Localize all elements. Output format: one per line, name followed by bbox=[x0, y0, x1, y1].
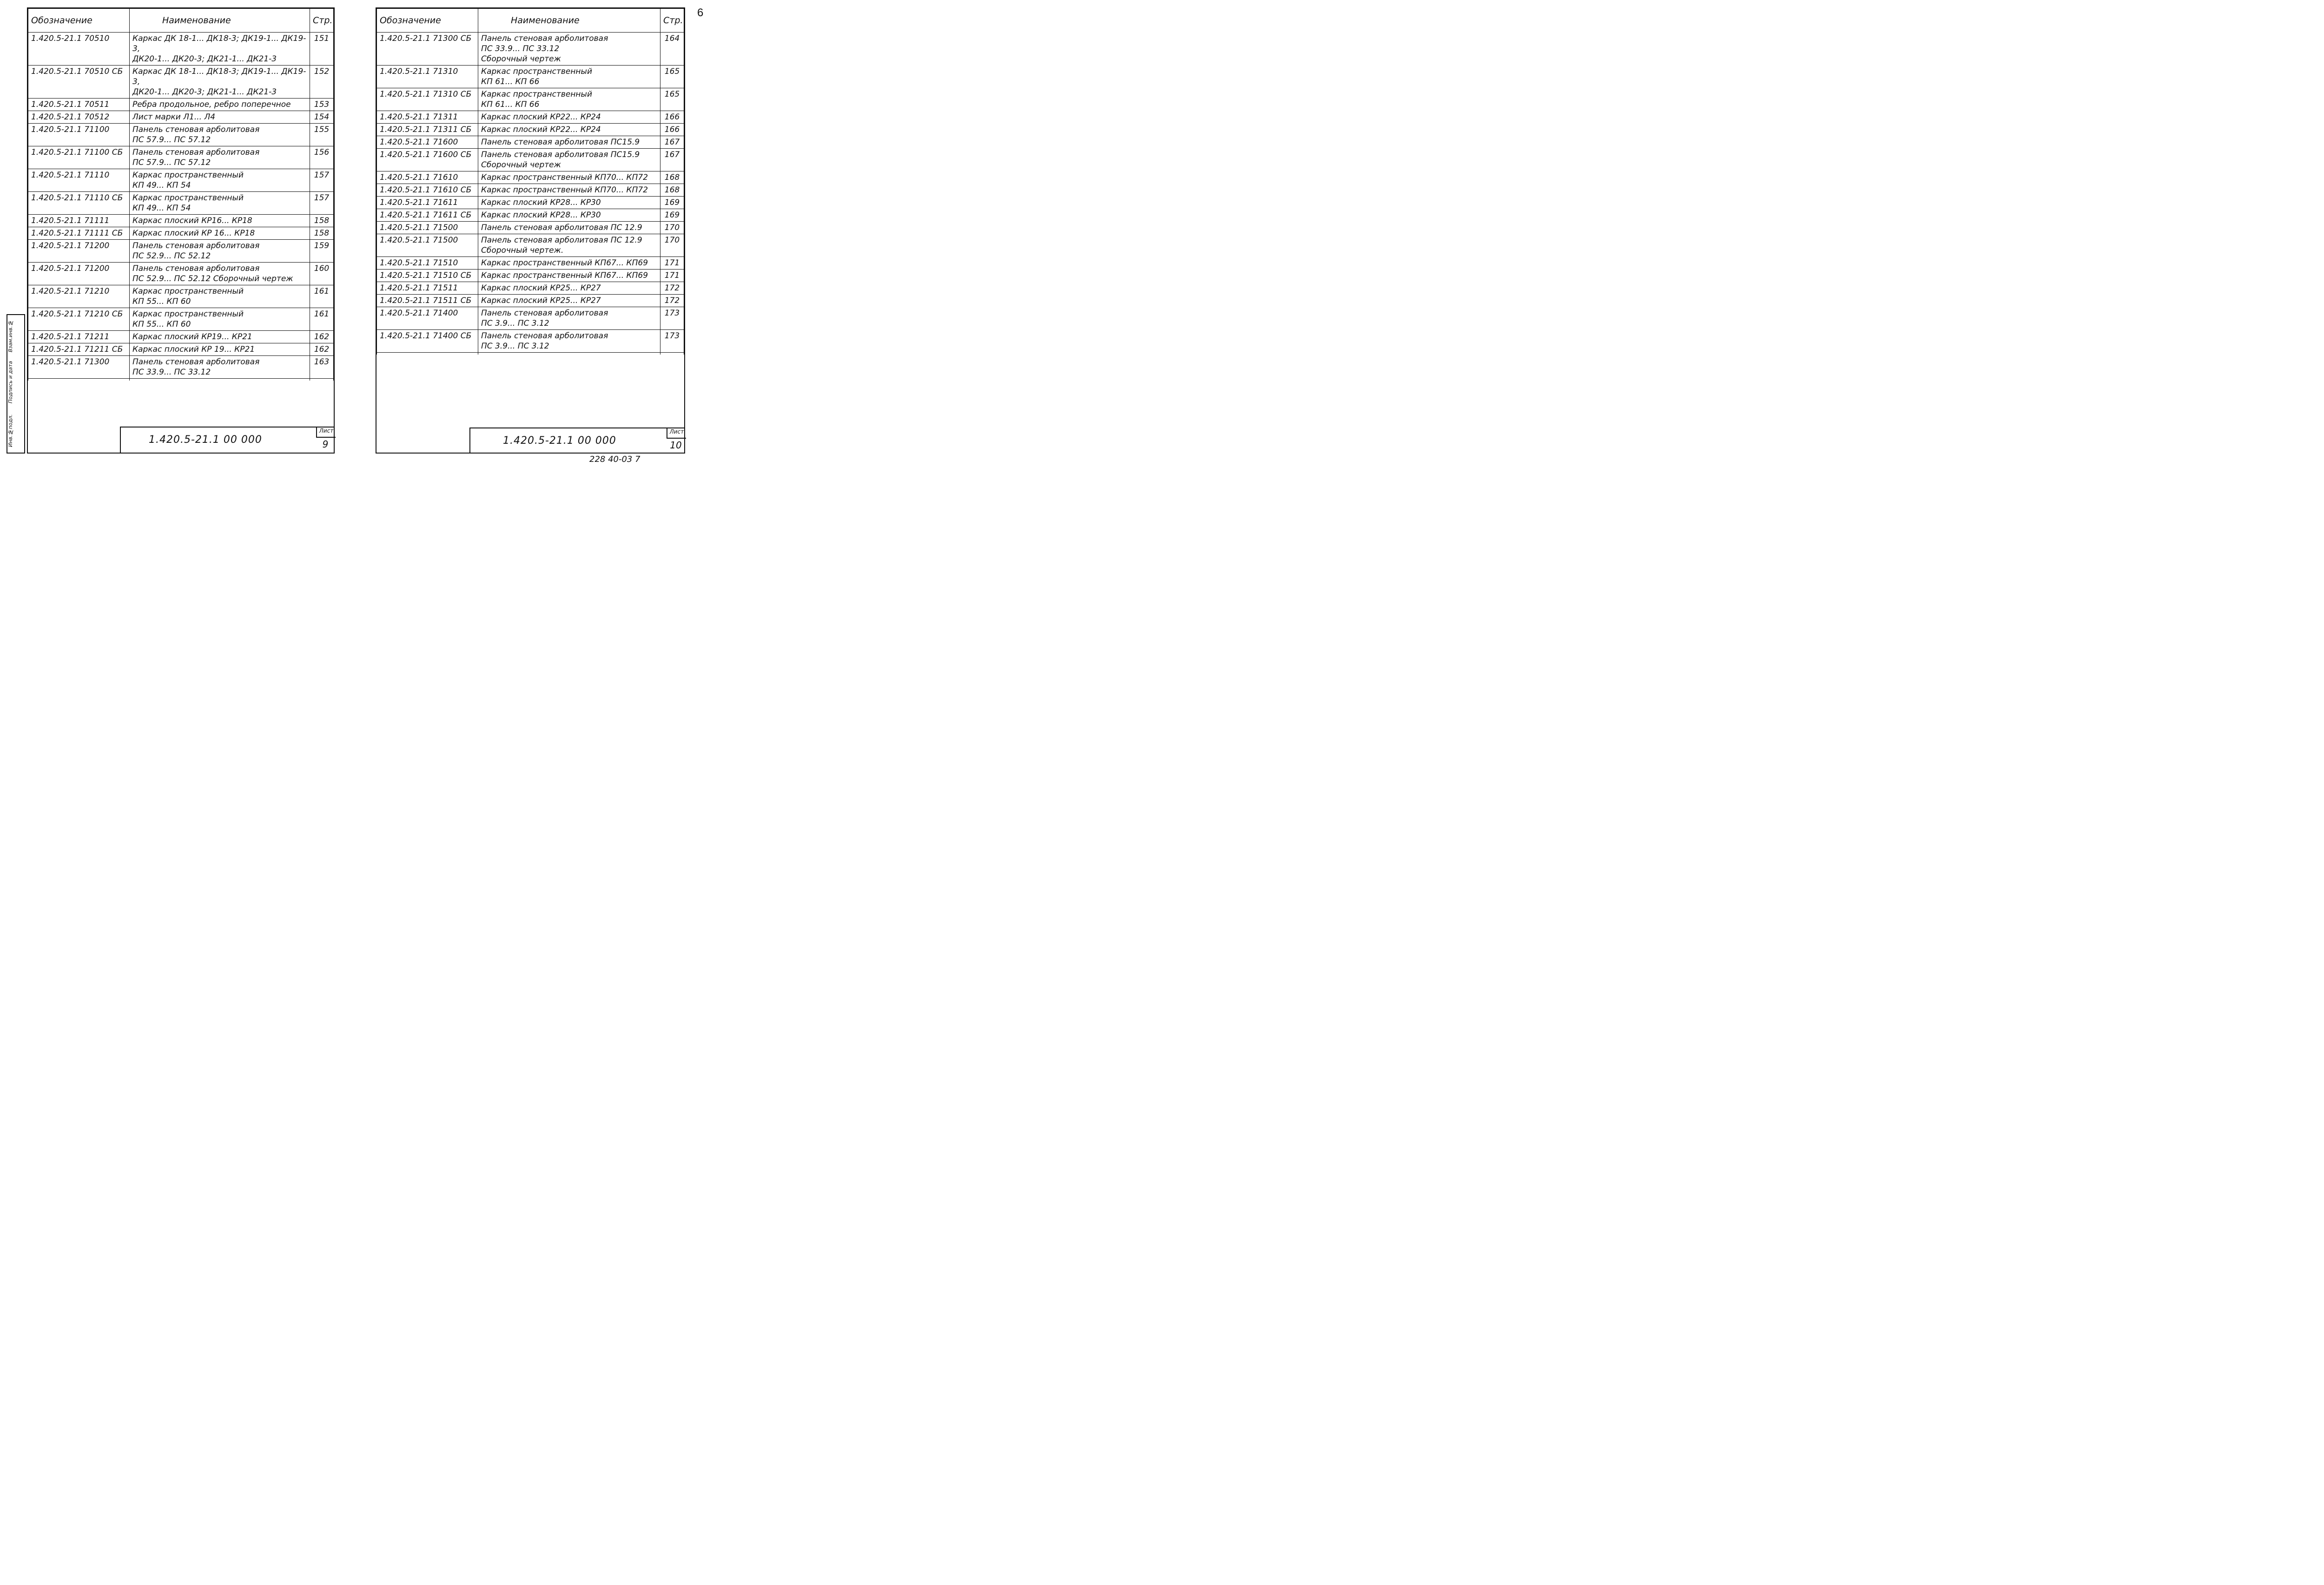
row-code: 1.420.5-21.1 71400 bbox=[377, 307, 478, 330]
table-row bbox=[28, 111, 334, 124]
row-page: 155 bbox=[310, 124, 334, 146]
table-row bbox=[28, 240, 334, 263]
row-page: 152 bbox=[310, 66, 334, 99]
row-name: Каркас пространственный КП 61... КП 66 bbox=[478, 88, 660, 111]
row-name: Каркас ДК 18-1... ДК18-3; ДК19-1... ДК19-3, ДК20-1... ДК20-3; ДК21-1... ДК21-3 bbox=[130, 66, 310, 99]
empty-row bbox=[28, 379, 334, 381]
row-code: 1.420.5-21.1 71610 СБ bbox=[377, 184, 478, 197]
row-name: Каркас пространственный КП67... КП69 bbox=[478, 270, 660, 282]
row-page: 167 bbox=[660, 149, 684, 171]
left-stamp-sheet-number: 9 bbox=[322, 439, 329, 450]
header-name: Наименование bbox=[478, 9, 660, 33]
table-row bbox=[28, 124, 334, 146]
row-code: 1.420.5-21.1 71200 bbox=[28, 263, 130, 285]
row-name: Каркас плоский КР19... КР21 bbox=[130, 331, 310, 343]
empty-row bbox=[377, 353, 684, 355]
table-row bbox=[377, 88, 684, 111]
left-stamp-sheet-label: Лист bbox=[316, 427, 336, 438]
row-name: Панель стеновая арболитовая ПС15.9 Сборочный чертеж bbox=[478, 149, 660, 171]
header-page: Стр. bbox=[310, 9, 334, 33]
row-code: 1.420.5-21.1 71611 СБ bbox=[377, 209, 478, 222]
row-code: 1.420.5-21.1 71300 bbox=[28, 356, 130, 379]
row-page: 157 bbox=[310, 192, 334, 215]
row-code: 1.420.5-21.1 71600 bbox=[377, 136, 478, 149]
row-page: 170 bbox=[660, 222, 684, 234]
table-row bbox=[377, 124, 684, 136]
row-name: Каркас пространственный КП 61... КП 66 bbox=[478, 66, 660, 88]
table-row bbox=[28, 285, 334, 308]
row-code: 1.420.5-21.1 71211 bbox=[28, 331, 130, 343]
row-code: 1.420.5-21.1 71511 bbox=[377, 282, 478, 295]
row-name: Панель стеновая арболитовая ПС 12.9 Сборочный чертеж. bbox=[478, 234, 660, 257]
row-name: Каркас плоский КР16... КР18 bbox=[130, 215, 310, 227]
row-page: 153 bbox=[310, 99, 334, 111]
row-code: 1.420.5-21.1 71110 bbox=[28, 169, 130, 192]
row-code: 1.420.5-21.1 71110 СБ bbox=[28, 192, 130, 215]
row-page: 173 bbox=[660, 330, 684, 353]
table-row bbox=[377, 222, 684, 234]
row-name: Каркас плоский КР25... КР27 bbox=[478, 282, 660, 295]
row-name: Панель стеновая арболитовая ПС 3.9... ПС 3.12 bbox=[478, 307, 660, 330]
table-row bbox=[377, 66, 684, 88]
row-code: 1.420.5-21.1 71500 bbox=[377, 234, 478, 257]
table-row bbox=[377, 184, 684, 197]
side-strip bbox=[7, 314, 25, 454]
row-page: 172 bbox=[660, 282, 684, 295]
side-label-inv: Инв.№подл. bbox=[7, 414, 13, 447]
row-code: 1.420.5-21.1 70511 bbox=[28, 99, 130, 111]
left-index-table bbox=[28, 8, 334, 381]
row-page: 160 bbox=[310, 263, 334, 285]
row-code: 1.420.5-21.1 71310 СБ bbox=[377, 88, 478, 111]
row-page: 169 bbox=[660, 209, 684, 222]
row-name: Каркас плоский КР28... КР30 bbox=[478, 197, 660, 209]
table-row bbox=[28, 33, 334, 66]
table-row bbox=[377, 307, 684, 330]
row-name: Каркас плоский КР22... КР24 bbox=[478, 111, 660, 124]
row-name: Панель стеновая арболитовая ПС 57.9... ПС 57.12 bbox=[130, 124, 310, 146]
table-row bbox=[377, 330, 684, 353]
row-page: 163 bbox=[310, 356, 334, 379]
table-row bbox=[28, 66, 334, 99]
row-page: 158 bbox=[310, 215, 334, 227]
table-row bbox=[377, 33, 684, 66]
row-name: Каркас ДК 18-1... ДК18-3; ДК19-1... ДК19-3, ДК20-1... ДК20-3; ДК21-1... ДК21-3 bbox=[130, 33, 310, 66]
right-table-body bbox=[377, 33, 684, 355]
row-code: 1.420.5-21.1 71310 bbox=[377, 66, 478, 88]
row-name: Панель стеновая арболитовая ПС 52.9... ПС 52.12 Сборочный чертеж bbox=[130, 263, 310, 285]
row-name: Каркас пространственный КП 49... КП 54 bbox=[130, 169, 310, 192]
row-page: 151 bbox=[310, 33, 334, 66]
row-page: 169 bbox=[660, 197, 684, 209]
row-name: Панель стеновая арболитовая ПС 33.9... ПС 33.12 bbox=[130, 356, 310, 379]
row-name: Панель стеновая арболитовая ПС 33.9... ПС 33.12 Сборочный чертеж bbox=[478, 33, 660, 66]
table-row bbox=[28, 356, 334, 379]
row-code: 1.420.5-21.1 71100 СБ bbox=[28, 146, 130, 169]
table-row bbox=[377, 149, 684, 171]
row-page: 171 bbox=[660, 257, 684, 270]
row-page: 161 bbox=[310, 308, 334, 331]
row-name: Каркас плоский КР 16... КР18 bbox=[130, 227, 310, 240]
row-code: 1.420.5-21.1 70510 bbox=[28, 33, 130, 66]
table-row bbox=[28, 308, 334, 331]
row-code: 1.420.5-21.1 71400 СБ bbox=[377, 330, 478, 353]
table-row bbox=[28, 146, 334, 169]
row-name: Каркас плоский КР 19... КР21 bbox=[130, 343, 310, 356]
row-code: 1.420.5-21.1 71100 bbox=[28, 124, 130, 146]
row-page: 156 bbox=[310, 146, 334, 169]
row-page: 170 bbox=[660, 234, 684, 257]
row-code: 1.420.5-21.1 70512 bbox=[28, 111, 130, 124]
table-row bbox=[377, 171, 684, 184]
table-header-row bbox=[28, 9, 334, 33]
table-row bbox=[28, 227, 334, 240]
side-label-signature: Подпись и дата bbox=[7, 361, 13, 403]
table-row bbox=[377, 295, 684, 307]
table-row bbox=[377, 257, 684, 270]
row-page: 171 bbox=[660, 270, 684, 282]
table-row bbox=[28, 331, 334, 343]
table-row bbox=[28, 169, 334, 192]
row-code: 1.420.5-21.1 71311 bbox=[377, 111, 478, 124]
row-page: 166 bbox=[660, 124, 684, 136]
table-row bbox=[377, 209, 684, 222]
row-name: Каркас пространственный КП 55... КП 60 bbox=[130, 285, 310, 308]
row-code: 1.420.5-21.1 71311 СБ bbox=[377, 124, 478, 136]
right-index-table bbox=[376, 8, 684, 355]
row-code: 1.420.5-21.1 71600 СБ bbox=[377, 149, 478, 171]
header-code: Обозначение bbox=[377, 9, 478, 33]
row-page: 173 bbox=[660, 307, 684, 330]
table-row bbox=[28, 263, 334, 285]
row-page: 165 bbox=[660, 88, 684, 111]
row-page: 166 bbox=[660, 111, 684, 124]
row-name: Панель стеновая арболитовая ПС 3.9... ПС 3.12 bbox=[478, 330, 660, 353]
row-code: 1.420.5-21.1 71111 СБ bbox=[28, 227, 130, 240]
right-title-stamp bbox=[469, 427, 685, 454]
left-sheet bbox=[27, 7, 335, 454]
row-code: 1.420.5-21.1 71610 bbox=[377, 171, 478, 184]
row-name: Каркас пространственный КП 55... КП 60 bbox=[130, 308, 310, 331]
row-name: Каркас пространственный КП70... КП72 bbox=[478, 171, 660, 184]
row-code: 1.420.5-21.1 71511 СБ bbox=[377, 295, 478, 307]
row-page: 165 bbox=[660, 66, 684, 88]
table-row bbox=[28, 99, 334, 111]
row-name: Ребра продольное, ребро поперечное bbox=[130, 99, 310, 111]
row-name: Каркас пространственный КП67... КП69 bbox=[478, 257, 660, 270]
row-name: Панель стеновая арболитовая ПС 52.9... ПС 52.12 bbox=[130, 240, 310, 263]
row-page: 159 bbox=[310, 240, 334, 263]
table-row bbox=[28, 215, 334, 227]
table-row bbox=[377, 136, 684, 149]
row-code: 1.420.5-21.1 71111 bbox=[28, 215, 130, 227]
table-row bbox=[28, 192, 334, 215]
page-number: 6 bbox=[697, 7, 704, 19]
row-code: 1.420.5-21.1 70510 СБ bbox=[28, 66, 130, 99]
table-row bbox=[377, 197, 684, 209]
row-code: 1.420.5-21.1 71510 СБ bbox=[377, 270, 478, 282]
header-code: Обозначение bbox=[28, 9, 130, 33]
row-page: 168 bbox=[660, 184, 684, 197]
row-code: 1.420.5-21.1 71500 bbox=[377, 222, 478, 234]
right-stamp-code: 1.420.5-21.1 00 000 bbox=[503, 435, 616, 447]
row-name: Панель стеновая арболитовая ПС 57.9... ПС 57.12 bbox=[130, 146, 310, 169]
row-code: 1.420.5-21.1 71200 bbox=[28, 240, 130, 263]
right-sheet bbox=[376, 7, 685, 454]
row-code: 1.420.5-21.1 71300 СБ bbox=[377, 33, 478, 66]
row-code: 1.420.5-21.1 71211 СБ bbox=[28, 343, 130, 356]
row-page: 172 bbox=[660, 295, 684, 307]
table-row bbox=[377, 270, 684, 282]
table-row bbox=[28, 343, 334, 356]
right-stamp-sheet-label: Лист bbox=[667, 428, 686, 439]
row-page: 158 bbox=[310, 227, 334, 240]
row-name: Каркас пространственный КП70... КП72 bbox=[478, 184, 660, 197]
header-name: Наименование bbox=[130, 9, 310, 33]
row-name: Панель стеновая арболитовая ПС15.9 bbox=[478, 136, 660, 149]
row-code: 1.420.5-21.1 71210 СБ bbox=[28, 308, 130, 331]
table-row bbox=[377, 282, 684, 295]
row-page: 157 bbox=[310, 169, 334, 192]
row-code: 1.420.5-21.1 71210 bbox=[28, 285, 130, 308]
left-title-stamp bbox=[120, 427, 335, 454]
row-page: 154 bbox=[310, 111, 334, 124]
row-code: 1.420.5-21.1 71611 bbox=[377, 197, 478, 209]
row-name: Каркас плоский КР25... КР27 bbox=[478, 295, 660, 307]
table-header-row bbox=[377, 9, 684, 33]
table-row bbox=[377, 111, 684, 124]
left-table-body bbox=[28, 33, 334, 381]
bottom-code: 228 40-03 7 bbox=[589, 454, 640, 464]
row-page: 162 bbox=[310, 343, 334, 356]
row-name: Каркас пространственный КП 49... КП 54 bbox=[130, 192, 310, 215]
row-page: 167 bbox=[660, 136, 684, 149]
row-page: 164 bbox=[660, 33, 684, 66]
row-page: 161 bbox=[310, 285, 334, 308]
row-page: 162 bbox=[310, 331, 334, 343]
row-code: 1.420.5-21.1 71510 bbox=[377, 257, 478, 270]
side-label-replacement: Взам.инв.№ bbox=[7, 320, 13, 352]
row-page: 168 bbox=[660, 171, 684, 184]
row-name: Каркас плоский КР22... КР24 bbox=[478, 124, 660, 136]
row-name: Панель стеновая арболитовая ПС 12.9 bbox=[478, 222, 660, 234]
table-row bbox=[377, 234, 684, 257]
right-stamp-sheet-number: 10 bbox=[670, 440, 682, 451]
left-stamp-code: 1.420.5-21.1 00 000 bbox=[149, 434, 262, 446]
header-page: Стр. bbox=[660, 9, 684, 33]
row-name: Каркас плоский КР28... КР30 bbox=[478, 209, 660, 222]
row-name: Лист марки Л1... Л4 bbox=[130, 111, 310, 124]
